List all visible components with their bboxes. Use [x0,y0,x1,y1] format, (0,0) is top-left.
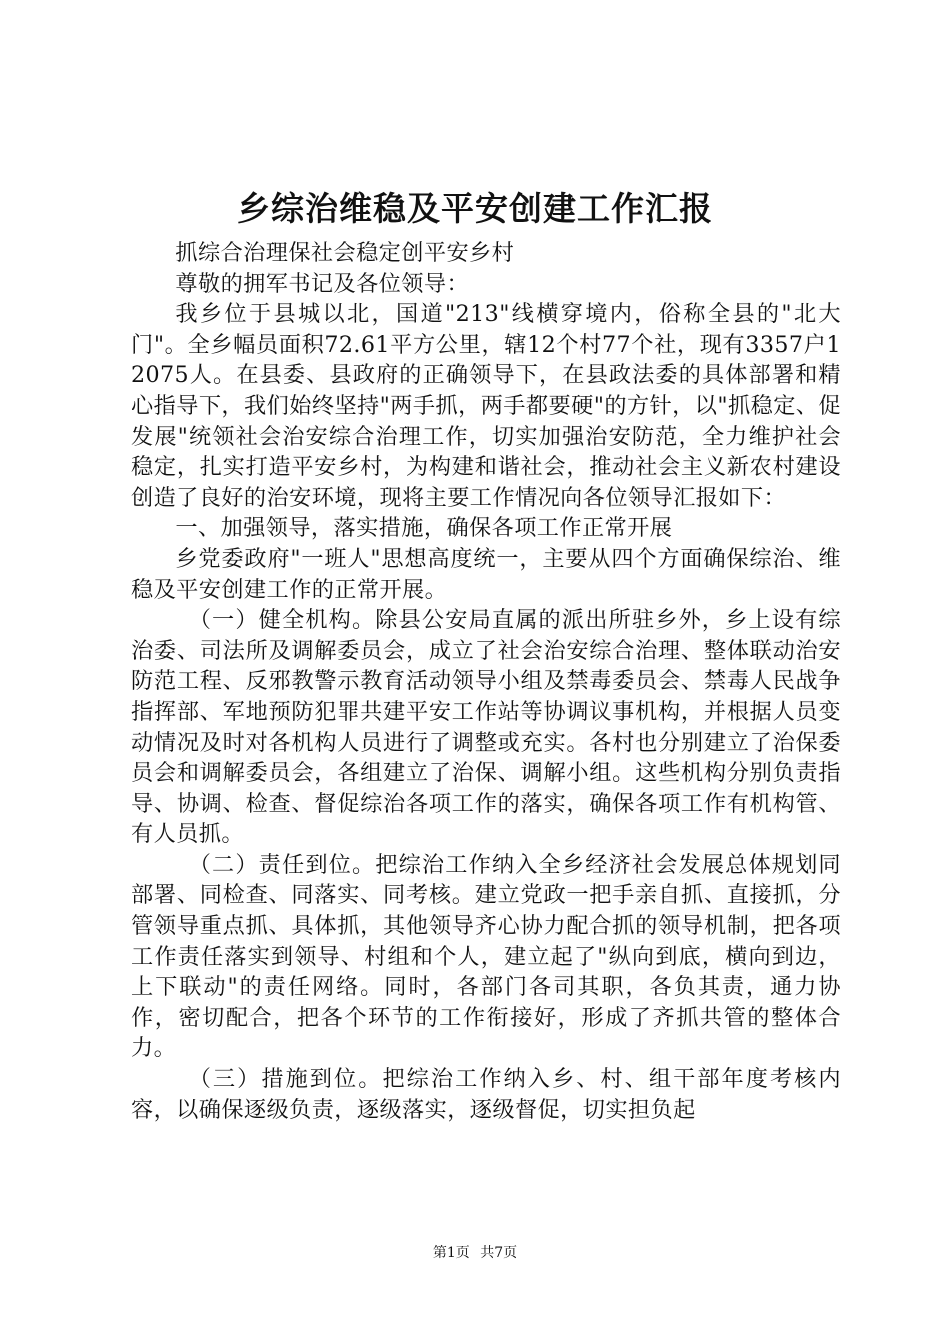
document-body [131,238,841,1125]
body-paragraph: （一）健全机构。除县公安局直属的派出所驻乡外，乡上设有综治委、司法所及调解委员会，成立了社会治安综合治理、整体联动治安防范工程、反邪教警示教育活动领导小组及禁毒委员会、禁毒人民战争指挥部、军地预防犯罪共建平安工作站等协调议事机构，并根据人员变动情况及时对各机构人员进行了调整或充实。各村也分别建立了治保委员会和调解委员会，各组建立了治保、调解小组。这些机构分别负责指导、协调、检查、督促综治各项工作的落实，确保各项工作有机构管、有人员抓。 [131,607,841,848]
body-paragraph: 我乡位于县城以北，国道"213"线横穿境内，俗称全县的"北大门"。全乡幅员面积72.61平方公里，辖12个村77个社，现有3357户12075人。在县委、县政府的正确领导下，在县政法委的具体部署和精心指导下，我们始终坚持"两手抓，两手都要硬"的方针，以"抓稳定、促发展"统领社会治安综合治理工作，切实加强治安防范，全力维护社会稳定，扎实打造平安乡村，为构建和谐社会，推动社会主义新农村建设创造了良好的治安环境，现将主要工作情况向各位领导汇报如下： [131,301,841,511]
page-footer [0,1243,950,1263]
page-number: 第1页 [432,1245,470,1261]
salutation-paragraph: 尊敬的拥军书记及各位领导： [175,270,470,297]
page-total: 共7页 [480,1245,518,1261]
section-heading: 一、加强领导，落实措施，确保各项工作正常开展 [175,515,673,542]
subtitle-paragraph: 抓综合治理保社会稳定创平安乡村 [175,240,515,266]
body-paragraph: （二）责任到位。把综治工作纳入全乡经济社会发展总体规划同部署、同检查、同落实、同考核。建立党政一把手亲自抓、直接抓，分管领导重点抓、具体抓，其他领导齐心协力配合抓的领导机制，把各项工作责任落实到领导、村组和个人，建立起了"纵向到底，横向到边，上下联动"的责任网络。同时，各部门各司其职，各负其责，通力协作，密切配合，把各个环节的工作衔接好，形成了齐抓共管的整体合力。 [131,851,841,1062]
document-title: 乡综治维稳及平安创建工作汇报 [237,189,713,228]
body-paragraph: 乡党委政府"一班人"思想高度统一，主要从四个方面确保综治、维稳及平安创建工作的正常开展。 [131,545,841,603]
body-paragraph: （三）措施到位。把综治工作纳入乡、村、组干部年度考核内容，以确保逐级负责，逐级落实，逐级督促，切实担负起 [131,1066,841,1123]
